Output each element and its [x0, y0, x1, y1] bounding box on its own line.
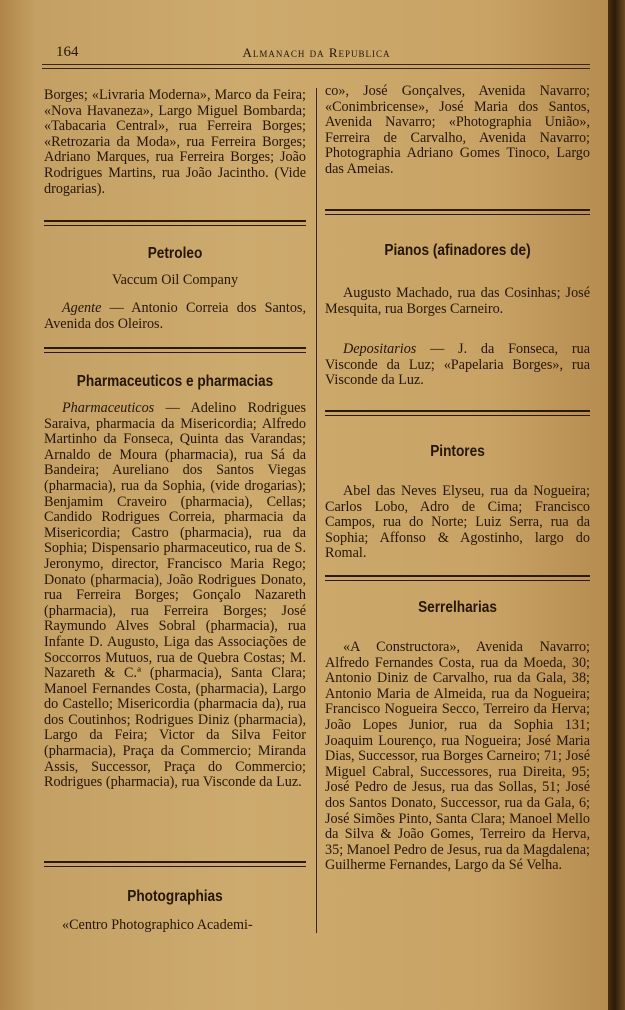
page-header	[44, 42, 589, 62]
section-separator	[44, 861, 306, 867]
section-separator	[325, 575, 590, 581]
heading-pintores: Pintores	[430, 443, 485, 460]
left-intro-text: Borges; «Livraria Moderna», Marco da Feira; «Nova Havaneza», Largo Miguel Bombarda; «Tabacaria Central», rua Ferreira Borges; «Retrozaria da Moda», rua Ferreira Borges; Adriano Marques, rua Ferreira Borges; João Rodrigues Martins, rua João Jacintho. (Vide drogarias).	[44, 87, 306, 197]
agent-label: Agente	[62, 300, 102, 316]
page-number: 164	[56, 44, 79, 60]
pintores-text: Abel das Neves Elyseu, rua da Nogueira; Carlos Lobo, Adro de Cima; Francisco Campos, rua do Norte; Luiz Serra, rua da Sophia; Affonso & Agostinho, largo do Romal.	[325, 483, 590, 562]
pianos-text: Augusto Machado, rua das Cosinhas; José Mesquita, rua Borges Carneiro.	[325, 285, 590, 317]
heading-petroleo: Petroleo	[147, 245, 203, 262]
serrelharias-text: «A Constructora», Avenida Navarro; Alfredo Fernandes Costa, rua da Moeda, 30; Antonio Diniz de Carvalho, rua da Gala, 38; Antonio Maria de Almeida, rua da Nogueira; Francisco Nogueira Secco, Terreiro da Herva; João Lopes Junior, rua da Sophia 131; Joaquim Lourenço, rua Nogueira; José Maria Dias, Successor, rua Borges Carneiro; 71; José Miguel Cabral, Successores, rua Direita, 95; José Pedro de Jesus, rua das Sollas, 51; José dos Santos Donato, Successor, rua da Gala, 6; José Simões Pinto, Santa Clara; Manoel Mello da Silva & João Gomes, Terreiro da Herva, 35; Manoel Pedro de Jesus, rua da Magdalena; Guilherme Fernandes, Largo da Sé Velha.	[325, 639, 590, 874]
petroleo-agent	[44, 301, 306, 332]
depositarios-label: Depositarios	[343, 341, 417, 357]
agent-text: — Antonio Correia dos Santos, Avenida dos Oleiros.	[44, 300, 307, 332]
petroleo-company: Vaccum Oil Company	[111, 272, 239, 288]
depositarios-text: — J. da Fonseca, rua Visconde da Luz; «Papelaria Borges», rua Visconde da Luz.	[325, 341, 590, 389]
pianos-depositarios	[325, 342, 590, 389]
heading-pharmaceuticos: Pharmaceuticos e pharmacias	[76, 373, 274, 390]
heading-photographias: Photographias	[127, 888, 223, 905]
heading-serrelharias: Serrelharias	[418, 599, 497, 616]
book-spine-edge	[608, 0, 625, 1010]
heading-pianos: Pianos (afinadores de)	[384, 242, 531, 259]
section-separator	[44, 220, 306, 226]
running-title: Almanach da Republica	[242, 45, 391, 60]
pharmaceuticos-label: Pharmaceuticos	[62, 400, 155, 416]
section-separator	[44, 347, 306, 353]
pharmaceuticos-list: — Adelino Rodrigues Saraiva, pharmacia da Misericordia; Alfredo Martinho da Fonseca, Quinta das Varandas; Arnaldo de Moura (pharmacia), rua Sá da Bandeira; Aureliano dos Santos Viegas (pharmacia), rua da Sophia, (vide drogarias); Benjamim Craveiro (pharmacia), Cellas; Candido Rodrigues Correia, pharmacia da Misericordia; Castro (pharmacia), rua da Sophia; Dispensario pharmaceutico, rua de S. Jeronymo, director, Francisco Maria Rego; Donato (pharmacia), João Rodrigues Donato, rua Ferreira Borges; Gonçalo Nazareth (pharmacia), rua Ferreira Borges; José Raymundo Alves Sobral (pharmacia), rua Infante D. Augusto, Liga das Associações de Soccorros Mutuos, rua de Quebra Costas; M. Nazareth & C.ª (pharmacia), Santa Clara; Manoel Fernandes Costa, (pharmacia), Largo do Castello; Misericordia (pharmacia da), rua dos Coutinhos; Rodrigues Diniz (pharmacia), Largo da Feira; Victor da Silva Feitor (pharmacia), Praça da Commercio; Miranda Assis, Successor, Praça do Commercio; Rodrigues (pharmacia), rua Visconde da Luz.	[44, 400, 306, 791]
right-intro-text: co», José Gonçalves, Avenida Navarro; «Conimbricense», José Maria dos Santos, Avenida Navarro; «Photographia União», Ferreira de Carvalho, Avenida Navarro; Photographia Adriano Gomes Tinoco, Largo das Ameias.	[325, 83, 590, 177]
photographias-text: «Centro Photographico Academi-	[62, 917, 253, 933]
section-separator	[325, 209, 590, 215]
column-divider	[316, 88, 317, 933]
section-separator	[325, 410, 590, 416]
header-rule	[42, 64, 590, 69]
pharmaceuticos-text	[44, 401, 306, 791]
